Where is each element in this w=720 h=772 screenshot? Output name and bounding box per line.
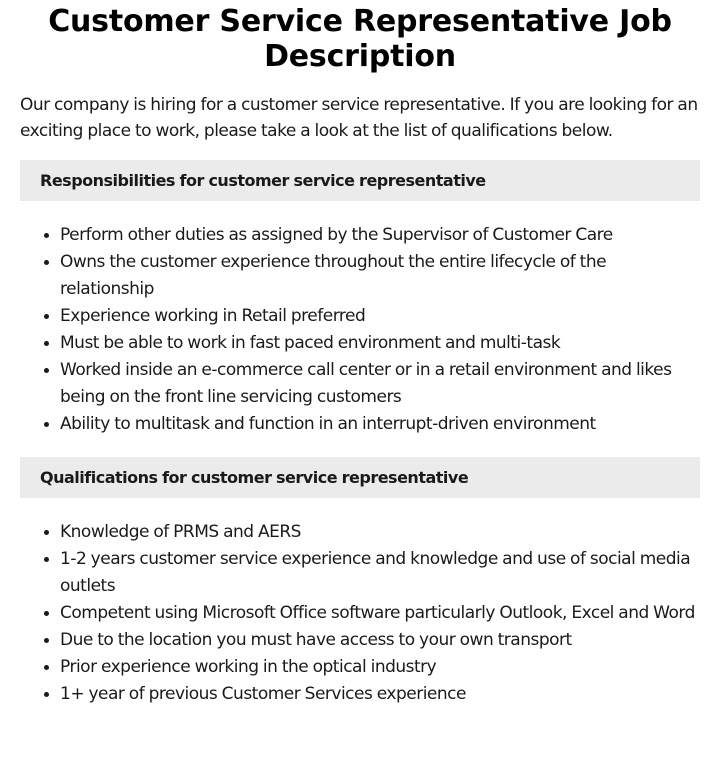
list-item: • Must be able to work in fast paced environment and multi-task xyxy=(60,330,700,357)
list-item: • Experience working in Retail preferred xyxy=(60,303,700,330)
responsibilities-list xyxy=(20,222,700,438)
list-item: • Prior experience working in the optical industry xyxy=(60,654,700,681)
qualifications-list xyxy=(20,519,700,708)
job-description-page xyxy=(0,4,720,708)
list-item: • Ability to multitask and function in an interrupt-driven environment xyxy=(60,411,700,438)
responsibilities-heading: Responsibilities for customer service representative xyxy=(20,160,700,201)
list-item: • Due to the location you must have access to your own transport xyxy=(60,627,700,654)
list-item: • Competent using Microsoft Office software particularly Outlook, Excel and Word xyxy=(60,600,700,627)
list-item: • Owns the customer experience throughout the entire lifecycle of the relationship xyxy=(60,249,700,303)
list-item: • Worked inside an e-commerce call center or in a retail environment and likes being on the front line servicing customers xyxy=(60,357,700,411)
list-item: • 1-2 years customer service experience and knowledge and use of social media outlets xyxy=(60,546,700,600)
list-item: • Perform other duties as assigned by the Supervisor of Customer Care xyxy=(60,222,700,249)
list-item: • 1+ year of previous Customer Services experience xyxy=(60,681,700,708)
list-item: • Knowledge of PRMS and AERS xyxy=(60,519,700,546)
page-title: Customer Service Representative Job Description xyxy=(48,4,672,74)
intro-paragraph: Our company is hiring for a customer service representative. If you are looking for an exciting place to work, please take a look at the list of qualifications below. xyxy=(20,95,698,141)
qualifications-heading: Qualifications for customer service representative xyxy=(20,457,700,498)
